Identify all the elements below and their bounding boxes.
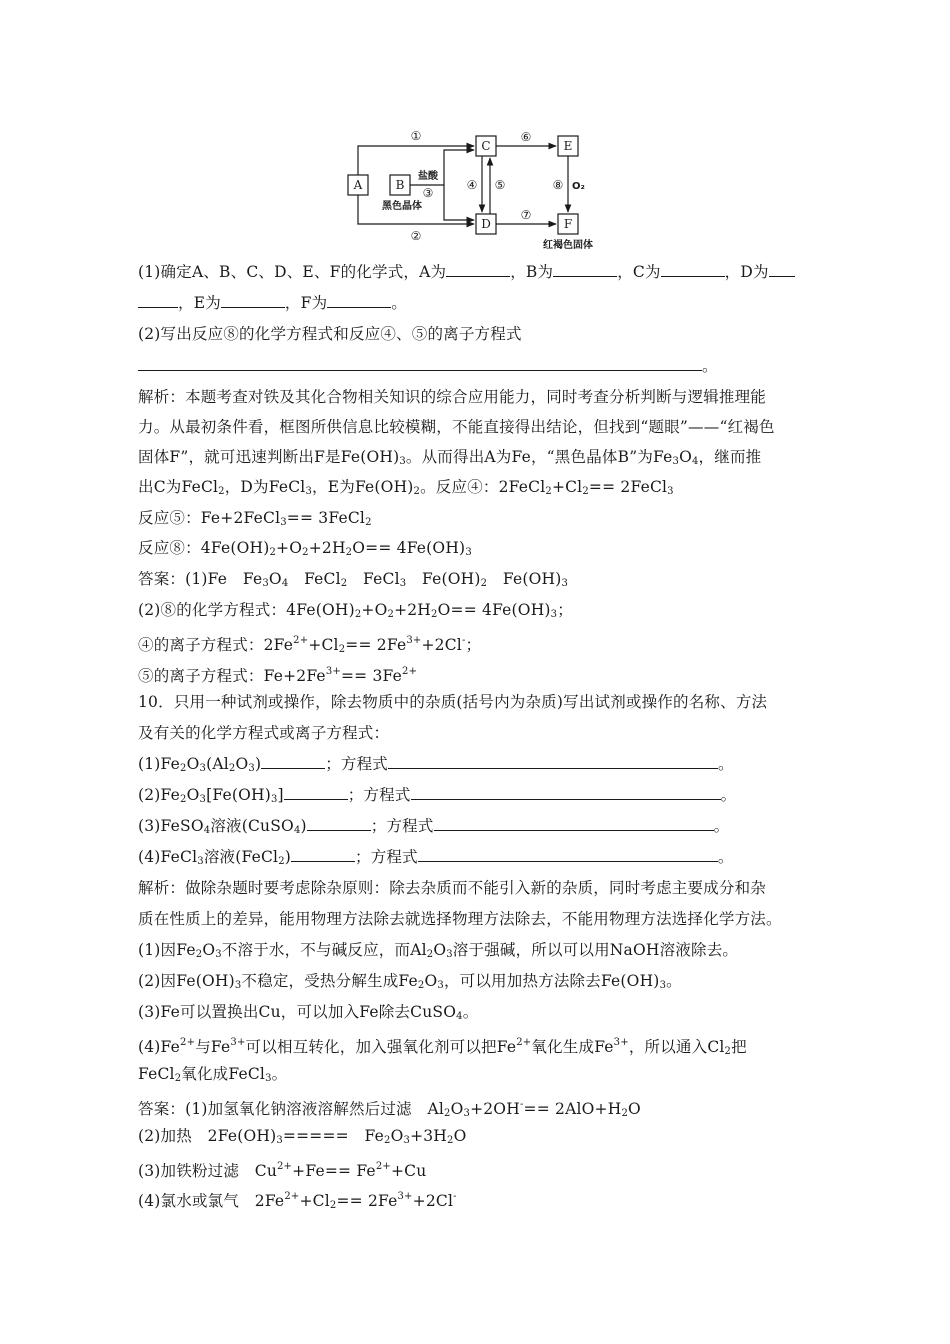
analysis2-line-1: 解析：做除杂题时要考虑除杂原则：除去杂质而不能引入新的杂质，同时考虑主要成分和杂 xyxy=(138,879,767,897)
answer-blank-e[interactable] xyxy=(221,293,285,308)
answer-blank-b[interactable] xyxy=(553,262,617,277)
node-c-label: C xyxy=(481,139,491,153)
label-o2: O₂ xyxy=(572,181,585,192)
step-1-label: ① xyxy=(410,129,422,143)
step-8-label: ⑧ xyxy=(552,178,564,192)
reaction-diagram xyxy=(340,124,620,254)
answer-blank-d-end[interactable] xyxy=(138,293,178,308)
analysis2-line-7: FeCl$_2$氧化成FeCl$_3$。 xyxy=(138,1065,288,1084)
analysis1-line-6: 反应⑧：$4Fe(OH)_2+O_2+2H_2O== 4Fe(OH)_3$ xyxy=(138,539,472,558)
analysis1-line-5: 反应⑤：Fe+2FeCl$_3$== 3FeCl$_2$ xyxy=(138,509,372,528)
q10-part-2: $(2)Fe_2O_3[Fe(OH)_3]$ ；方程式 。 xyxy=(138,786,737,805)
node-a-label: A xyxy=(353,178,363,192)
answer-blank-a[interactable] xyxy=(446,262,510,277)
answer1-line-2: (2)⑧的化学方程式：$4Fe(OH)_2+O_2+2H_2O== 4Fe(OH)_3$； xyxy=(138,601,573,620)
step-3-label: ③ xyxy=(422,186,434,200)
q10-part-1: $(1)Fe_2O_3(Al_2O_3)$ ；方程式 。 xyxy=(138,755,734,774)
equation-blank-1[interactable] xyxy=(388,754,718,769)
node-f-label: F xyxy=(563,217,573,231)
answer-blank-d-start[interactable] xyxy=(769,262,795,277)
reagent-blank-2[interactable] xyxy=(284,785,348,800)
answer-blank-f[interactable] xyxy=(327,293,391,308)
equation-blank-3[interactable] xyxy=(434,816,714,831)
step-5-label: ⑤ xyxy=(494,178,506,192)
analysis2-line-5: (3)Fe可以置换出Cu，可以加入Fe除去CuSO$_4$。 xyxy=(138,1003,479,1022)
answer1-line-4: ⑤的离子方程式：$Fe+2Fe^{3+}== 3Fe^{2+}$ xyxy=(138,666,418,685)
step-4-label: ④ xyxy=(466,178,478,192)
answer2-line-3: (3)加铁粉过滤 $Cu^{2+}+Fe== Fe^{2+}+Cu$ xyxy=(138,1161,427,1180)
q10-line-1: 10．只用一种试剂或操作，除去物质中的杂质(括号内为杂质)写出试剂或操作的名称、方法 xyxy=(138,693,768,711)
answer2-line-1: 答案：(1)加氢氧化钠溶液溶解然后过滤 $Al_2O_3+2OH^-== 2AlO+H_2O$ xyxy=(138,1099,641,1119)
analysis1-line-3: 固体F”，就可迅速判断出F是$Fe(OH)_3$。从而得出A为Fe，“黑色晶体B”为$Fe_3O_4$，继而推 xyxy=(138,448,762,467)
node-b-label: B xyxy=(395,178,405,192)
label-hydrochloric-acid: 盐酸 xyxy=(418,171,438,182)
q2-answer-line: 。 xyxy=(138,356,718,376)
equation-blank-2[interactable] xyxy=(411,785,721,800)
answer1-line-3: ④的离子方程式：$2Fe^{2+}+Cl_2== 2Fe^{3+}+2Cl^-$； xyxy=(138,635,482,655)
analysis2-line-6: $(4)Fe^{2+}$与$Fe^{3+}$可以相互转化，加入强氧化剂可以把$Fe^{2+}$氧化生成$Fe^{3+}$，所以通入$Cl_2$把 xyxy=(138,1037,747,1057)
analysis1-line-2: 力。从最初条件看，框图所供信息比较模糊，不能直接得出结论，但找到“题眼”——“红褐色 xyxy=(138,418,775,436)
answer-blank-c[interactable] xyxy=(661,262,725,277)
equation-blank-4[interactable] xyxy=(418,847,718,862)
node-d-label: D xyxy=(481,217,491,231)
step-2-label: ② xyxy=(410,229,422,243)
q10-line-2: 及有关的化学方程式或离子方程式： xyxy=(138,724,390,742)
analysis1-line-4: 出C为FeCl$_2$，D为FeCl$_3$，E为$Fe(OH)_2$。反应④：$2FeCl_2+Cl_2==$ 2FeCl$_3$ xyxy=(138,478,674,497)
step-6-label: ⑥ xyxy=(520,130,532,144)
q1-line-1: (1)确定A、B、C、D、E、F的化学式，A为 ，B为 ，C为 ，D为 xyxy=(138,262,795,282)
analysis2-line-2: 质在性质上的差异，能用物理方法除去就选择物理方法除去，不能用物理方法选择化学方法。 xyxy=(138,910,782,928)
label-red-brown-solid: 红褐色固体 xyxy=(543,240,593,251)
analysis1-line-1: 解析：本题考查对铁及其化合物相关知识的综合应用能力，同时考查分析判断与逻辑推理能 xyxy=(138,388,767,406)
label-black-crystal: 黑色晶体 xyxy=(382,201,422,212)
q1-line-2: ，E为 ，F为 。 xyxy=(138,293,407,313)
answer2-line-4: (4)氯水或氯气 $2Fe^{2+}+Cl_2== 2Fe^{3+}+2Cl^-$ xyxy=(138,1191,457,1211)
answer1-line-1: 答案：(1)Fe $Fe_3O_4$ FeCl$_2$ FeCl$_3$ $Fe(OH)_2$ $Fe(OH)_3$ xyxy=(138,570,569,589)
analysis2-line-3: (1)因$Fe_2O_3$不溶于水，不与碱反应，而$Al_2O_3$溶于强碱，所以可以用NaOH溶液除去。 xyxy=(138,941,739,960)
reagent-blank-1[interactable] xyxy=(261,754,325,769)
q10-part-4: (4)FeCl$_3$溶液(FeCl$_2$) ；方程式 。 xyxy=(138,848,734,867)
reagent-blank-4[interactable] xyxy=(291,847,355,862)
step-7-label: ⑦ xyxy=(520,208,532,222)
analysis2-line-4: (2)因$Fe(OH)_3$不稳定，受热分解生成$Fe_2O_3$，可以用加热方法除去$Fe(OH)_3$。 xyxy=(138,972,682,991)
answer-blank-equations[interactable] xyxy=(138,356,702,371)
node-e-label: E xyxy=(563,139,573,153)
q10-part-3: (3)FeSO$_4$溶液(CuSO$_4$) ；方程式 。 xyxy=(138,817,730,836)
reagent-blank-3[interactable] xyxy=(307,816,371,831)
answer2-line-2: (2)加热 $2Fe(OH)_3=====$ $Fe_2O_3+3H_2O$ xyxy=(138,1127,467,1146)
q2-text: (2)写出反应⑧的化学方程式和反应④、⑤的离子方程式 xyxy=(138,325,522,343)
